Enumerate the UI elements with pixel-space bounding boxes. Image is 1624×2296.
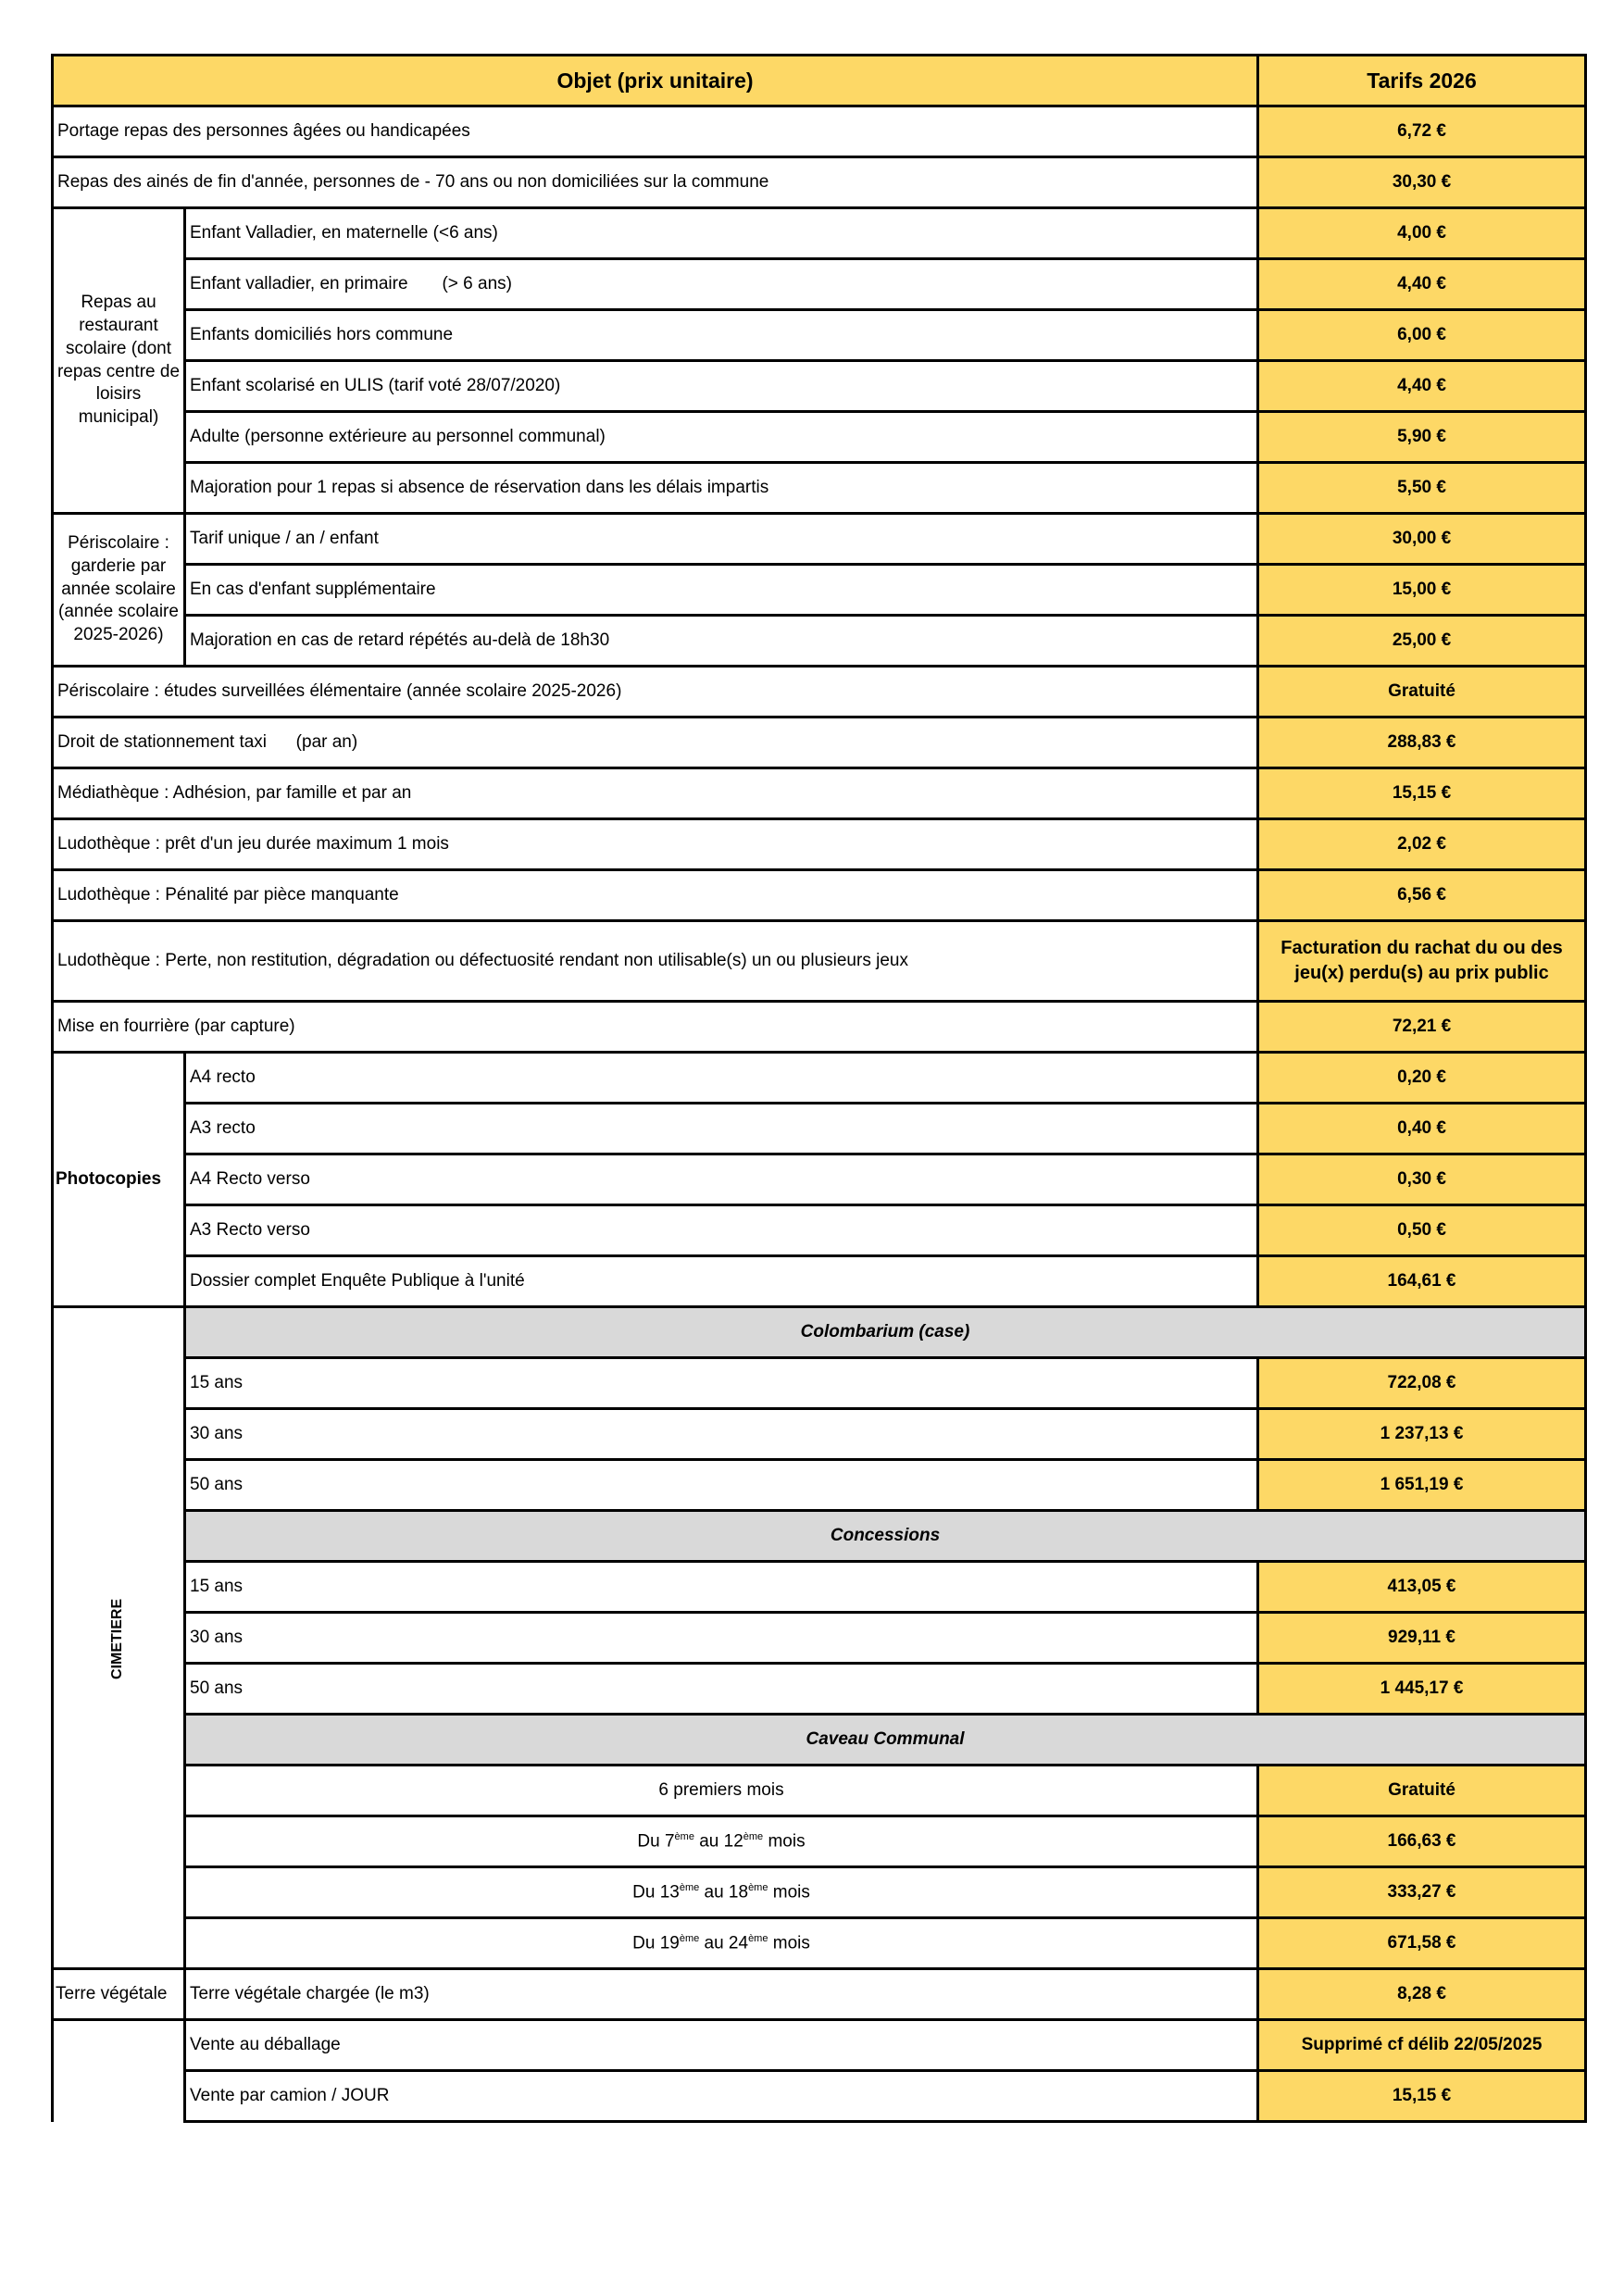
table-row <box>53 616 1586 667</box>
table-row <box>53 259 1586 310</box>
table-row <box>53 1256 1586 1307</box>
row-price: 72,21 € <box>1258 1002 1586 1053</box>
table-row <box>53 667 1586 718</box>
table-row <box>53 1358 1586 1409</box>
row-label: Majoration pour 1 repas si absence de réservation dans les délais impartis <box>185 463 1258 514</box>
row-label: A3 Recto verso <box>185 1205 1258 1256</box>
row-price: 15,00 € <box>1258 565 1586 616</box>
table-row <box>53 157 1586 208</box>
table-row <box>53 1460 1586 1511</box>
row-price: 722,08 € <box>1258 1358 1586 1409</box>
row-label: Tarif unique / an / enfant <box>185 514 1258 565</box>
group-vente <box>53 2020 185 2122</box>
table-row <box>53 463 1586 514</box>
section-colombarium: Colombarium (case) <box>185 1307 1586 1358</box>
group-restaurant-scolaire: Repas au restaurant scolaire (dont repas centre de loisirs municipal) <box>53 208 185 514</box>
row-label: Droit de stationnement taxi (par an) <box>53 718 1258 768</box>
row-label: 50 ans <box>185 1460 1258 1511</box>
row-label: Ludothèque : prêt d'un jeu durée maximum 1 mois <box>53 819 1258 870</box>
row-label: Enfant valladier, en primaire (> 6 ans) <box>185 259 1258 310</box>
table-row <box>53 1002 1586 1053</box>
row-label: 50 ans <box>185 1664 1258 1715</box>
row-label: Enfants domiciliés hors commune <box>185 310 1258 361</box>
header-row <box>53 56 1586 106</box>
row-price: 0,30 € <box>1258 1154 1586 1205</box>
row-price: 0,20 € <box>1258 1053 1586 1104</box>
row-price: Supprimé cf délib 22/05/2025 <box>1258 2020 1586 2071</box>
row-label: 30 ans <box>185 1409 1258 1460</box>
table-row <box>53 1816 1586 1867</box>
row-price: 30,00 € <box>1258 514 1586 565</box>
table-row <box>53 1613 1586 1664</box>
row-label: Vente au déballage <box>185 2020 1258 2071</box>
table-row <box>53 310 1586 361</box>
row-label: Du 7ème au 12ème mois <box>185 1816 1258 1867</box>
group-cimetiere <box>53 1307 185 1969</box>
row-price: 1 237,13 € <box>1258 1409 1586 1460</box>
row-price: 2,02 € <box>1258 819 1586 870</box>
section-row <box>53 1715 1586 1766</box>
tarifs-document <box>51 54 1584 2123</box>
row-label: A4 recto <box>185 1053 1258 1104</box>
row-label: 30 ans <box>185 1613 1258 1664</box>
table-row <box>53 514 1586 565</box>
row-price: 4,40 € <box>1258 361 1586 412</box>
cimetiere-label: CIMETIERE <box>109 1598 126 1679</box>
row-label: 15 ans <box>185 1562 1258 1613</box>
row-price: 1 445,17 € <box>1258 1664 1586 1715</box>
row-price: 5,50 € <box>1258 463 1586 514</box>
table-row <box>53 1053 1586 1104</box>
row-price: 4,00 € <box>1258 208 1586 259</box>
row-label: Terre végétale chargée (le m3) <box>185 1969 1258 2020</box>
row-price: 671,58 € <box>1258 1918 1586 1969</box>
row-price: 333,27 € <box>1258 1867 1586 1918</box>
table-row <box>53 565 1586 616</box>
table-row <box>53 2020 1586 2071</box>
row-price: 6,00 € <box>1258 310 1586 361</box>
row-label: Périscolaire : études surveillées élémentaire (année scolaire 2025-2026) <box>53 667 1258 718</box>
table-row <box>53 106 1586 157</box>
row-label: En cas d'enfant supplémentaire <box>185 565 1258 616</box>
row-label: 15 ans <box>185 1358 1258 1409</box>
group-photocopies: Photocopies <box>53 1053 185 1307</box>
row-label: A4 Recto verso <box>185 1154 1258 1205</box>
row-price: 6,56 € <box>1258 870 1586 921</box>
row-label: Du 19ème au 24ème mois <box>185 1918 1258 1969</box>
section-row <box>53 1511 1586 1562</box>
row-price: 288,83 € <box>1258 718 1586 768</box>
group-garderie: Périscolaire : garderie par année scolaire (année scolaire 2025-2026) <box>53 514 185 667</box>
row-label: Médiathèque : Adhésion, par famille et par an <box>53 768 1258 819</box>
row-price: 164,61 € <box>1258 1256 1586 1307</box>
row-label: Dossier complet Enquête Publique à l'unité <box>185 1256 1258 1307</box>
table-row <box>53 1664 1586 1715</box>
section-row <box>53 1307 1586 1358</box>
table-row <box>53 870 1586 921</box>
row-label: Enfant Valladier, en maternelle (<6 ans) <box>185 208 1258 259</box>
row-label: Ludothèque : Perte, non restitution, dégradation ou défectuosité rendant non utilisable(s) un ou plusieurs jeux <box>53 921 1258 1002</box>
table-row <box>53 1104 1586 1154</box>
table-row <box>53 1154 1586 1205</box>
row-label: Repas des ainés de fin d'année, personnes de - 70 ans ou non domiciliées sur la commune <box>53 157 1258 208</box>
row-price: Gratuité <box>1258 1766 1586 1816</box>
row-label: Du 13ème au 18ème mois <box>185 1867 1258 1918</box>
row-price: Facturation du rachat du ou des jeu(x) perdu(s) au prix public <box>1258 921 1586 1002</box>
table-row <box>53 1867 1586 1918</box>
group-terre-vegetale: Terre végétale <box>53 1969 185 2020</box>
table-row <box>53 768 1586 819</box>
row-price: 0,40 € <box>1258 1104 1586 1154</box>
row-price: 413,05 € <box>1258 1562 1586 1613</box>
row-price: 1 651,19 € <box>1258 1460 1586 1511</box>
row-price: 8,28 € <box>1258 1969 1586 2020</box>
row-price: 30,30 € <box>1258 157 1586 208</box>
tarifs-table <box>51 54 1587 2123</box>
row-label: Portage repas des personnes âgées ou handicapées <box>53 106 1258 157</box>
row-label: Ludothèque : Pénalité par pièce manquante <box>53 870 1258 921</box>
header-object: Objet (prix unitaire) <box>53 56 1258 106</box>
row-price: 5,90 € <box>1258 412 1586 463</box>
row-price: 166,63 € <box>1258 1816 1586 1867</box>
row-label: Majoration en cas de retard répétés au-delà de 18h30 <box>185 616 1258 667</box>
row-price: 0,50 € <box>1258 1205 1586 1256</box>
table-row <box>53 1409 1586 1460</box>
table-row <box>53 819 1586 870</box>
row-label: Adulte (personne extérieure au personnel communal) <box>185 412 1258 463</box>
row-label: 6 premiers mois <box>185 1766 1258 1816</box>
table-row <box>53 2071 1586 2122</box>
section-concessions: Concessions <box>185 1511 1586 1562</box>
row-price: Gratuité <box>1258 667 1586 718</box>
row-price: 25,00 € <box>1258 616 1586 667</box>
table-row <box>53 921 1586 1002</box>
row-label: A3 recto <box>185 1104 1258 1154</box>
table-row <box>53 1918 1586 1969</box>
table-row <box>53 1969 1586 2020</box>
row-price: 15,15 € <box>1258 2071 1586 2122</box>
row-label: Vente par camion / JOUR <box>185 2071 1258 2122</box>
row-price: 4,40 € <box>1258 259 1586 310</box>
row-label: Enfant scolarisé en ULIS (tarif voté 28/07/2020) <box>185 361 1258 412</box>
table-row <box>53 1766 1586 1816</box>
header-tarifs: Tarifs 2026 <box>1258 56 1586 106</box>
row-price: 15,15 € <box>1258 768 1586 819</box>
table-row <box>53 718 1586 768</box>
section-caveau: Caveau Communal <box>185 1715 1586 1766</box>
table-row <box>53 208 1586 259</box>
row-price: 6,72 € <box>1258 106 1586 157</box>
table-row <box>53 1562 1586 1613</box>
table-row <box>53 1205 1586 1256</box>
table-row <box>53 361 1586 412</box>
row-label: Mise en fourrière (par capture) <box>53 1002 1258 1053</box>
table-row <box>53 412 1586 463</box>
row-price: 929,11 € <box>1258 1613 1586 1664</box>
